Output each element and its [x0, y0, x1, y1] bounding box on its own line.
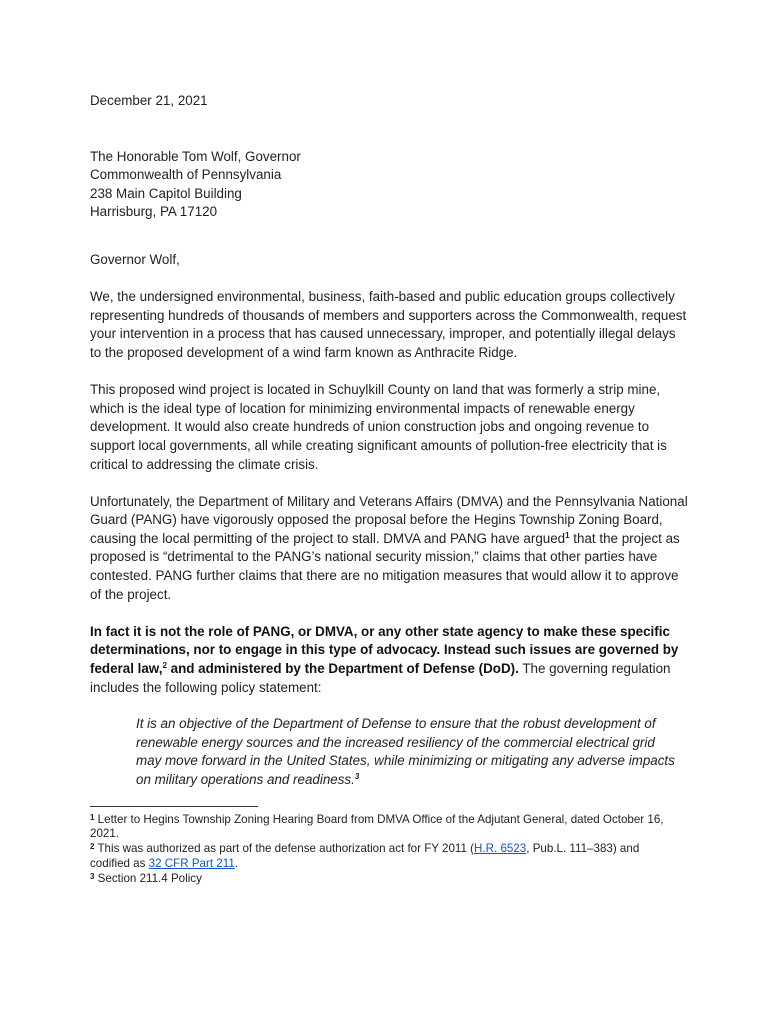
footnote-ref-1[interactable]: 1 — [565, 530, 570, 540]
bold-text: and administered by the Department of Defense (DoD). — [166, 661, 519, 677]
address-line: Commonwealth of Pennsylvania — [90, 167, 282, 183]
footnote-text: . — [234, 856, 239, 870]
address-line: Harrisburg, PA 17120 — [90, 204, 218, 220]
footnote-number: 1 — [90, 812, 95, 822]
paragraph-text: The governing regulation includes the following policy statement: — [90, 661, 671, 695]
footnote-text: This was authorized as part of the defense authorization act for FY 2011 ( — [94, 842, 475, 856]
footnote-number: 2 — [90, 842, 95, 852]
address-line: The Honorable Tom Wolf, Governor — [90, 148, 301, 164]
footnote-ref-3[interactable]: 3 — [354, 772, 360, 781]
footnote-2 — [90, 842, 680, 872]
footnote-ref-2[interactable]: 2 — [162, 661, 167, 671]
address-line: 238 Main Capitol Building — [90, 185, 242, 201]
footnote-3 — [90, 872, 680, 887]
footnotes — [90, 813, 680, 887]
policy-quote — [136, 715, 680, 789]
salutation: Governor Wolf, — [90, 251, 180, 267]
footnote-text: Section 211.4 Policy — [94, 871, 202, 885]
paragraph-text: that the project as proposed is “detrimental to the PANG’s national security mission,” claims that other parties have contested. PANG further claims that there are no mitigation measures that would allow it to approve of the project. — [90, 530, 680, 602]
recipient-address — [90, 148, 690, 222]
quote-text: It is an objective of the Department of Defense to ensure that the robust development of renewable energy sources and the increased resiliency of the commercial electrical grid may move forward in the United States, while minimizing or mitigating any adverse impacts on military operations and readiness. — [136, 716, 675, 787]
bold-text: In fact it is not the role of PANG, or DMVA, or any other state agency to make these specific determinations, nor to engage in this type of advocacy. Instead such issues are governed by federal law, — [90, 623, 679, 677]
paragraph-opposition — [90, 493, 690, 605]
paragraph-intro: We, the undersigned environmental, business, faith-based and public education groups collectively representing hundreds of thousands of members and supporters across the Commonwealth, request your intervention in a process that has caused unnecessary, improper, and potentially illegal delays to the proposed development of a wind farm known as Anthracite Ridge. — [90, 289, 687, 360]
paragraph-federal-law — [90, 623, 690, 697]
hr-6523-link[interactable]: H.R. 6523 — [474, 842, 527, 856]
paragraph-text: Unfortunately, the Department of Military and Veterans Affairs (DMVA) and the Pennsylvania National Guard (PANG) have vigorously opposed the proposal before the Hegins Township Zoning Board, causing the local permitting of the project to stall. DMVA and PANG have argued — [90, 493, 688, 546]
cfr-part-211-link[interactable]: 32 CFR Part 211 — [148, 856, 235, 870]
footnote-text: , Pub.L. 111–383) and codified as — [90, 842, 640, 870]
footnote-divider — [90, 806, 258, 807]
footnote-1 — [90, 813, 680, 843]
letter-page — [90, 92, 690, 887]
footnote-number: 3 — [90, 871, 95, 881]
letter-date: December 21, 2021 — [90, 93, 208, 108]
paragraph-project: This proposed wind project is located in Schuylkill County on land that was formerly a strip mine, which is the ideal type of location for minimizing environmental impacts of renewable energy development. It would also create hundreds of union construction jobs and ongoing revenue to support local governments, all while creating significant amounts of pollution-free electricity that is critical to addressing the climate crisis. — [90, 382, 667, 472]
footnote-text: Letter to Hegins Township Zoning Hearing Board from DMVA Office of the Adjutant General, dated October 16, 2021. — [90, 812, 664, 841]
